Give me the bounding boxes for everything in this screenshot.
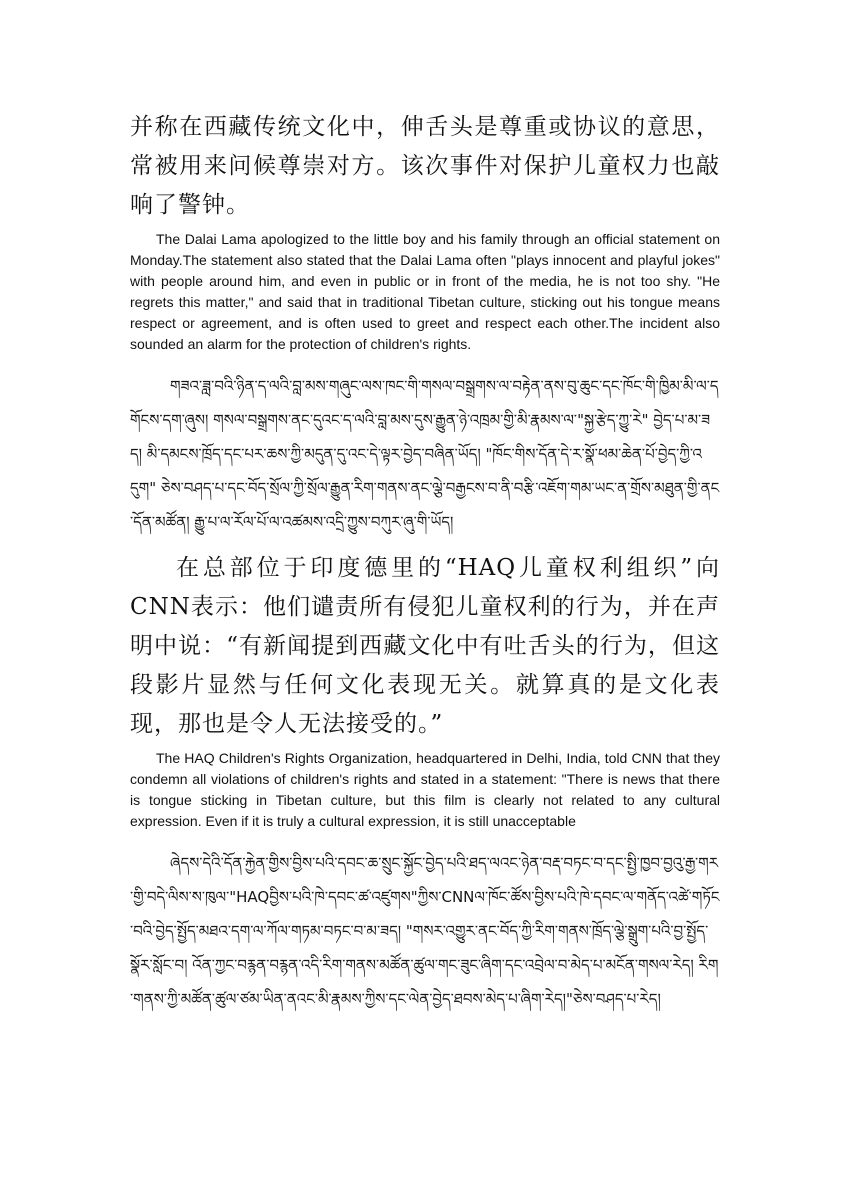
paragraph-tibetan-1: གཟའ་ཟླ་བའི་ཉིན་ད་ལའི་བླ་མས་གཞུང་ལས་ཁང་གི་གསལ་བསྒྲགས་ལ་བརྟེན་ནས་བུ་ཆུང་དང་ཁོང་གི་ཁྱིམ་མི་ལ་དགོངས་དག་ཞུས། གསལ་བསྒྲགས་ནང་དུའང་ད་ལའི་བླ་མས་དུས་རྒྱུན་ཉེ་འཁྲམ་གྱི་མི་རྣམས་ལ་"སྐྱ་རྩེད་ཀྱུ་རེ" བྱེད་པ་མ་ཟད། མི་དམངས་ཁྲོད་དང་པར་ཆས་ཀྱི་མདུན་དུ་འང་དེ་ལྟར་བྱེད་བཞིན་ཡོད། "ཁོང་གིས་དོན་དེ་ར་སྣོ་ཕམ་ཆེན་པོ་བྱེད་ཀྱི་འདུག" ཅེས་བཤད་པ་དང་བོད་སྲོལ་ཀྱི་སྲོལ་རྒྱུན་རིག་གནས་ནང་ལྕེ་བརྒྱངས་བ་ནི་བརྩི་འཇོག་གམ་ཡང་ན་གྲོས་མཐུན་གྱི་ནང་དོན་མཚོན། རྒྱུ་པ་ལ་རོལ་པོ་ལ་འཚམས་འདྲི་ཀྱུས་བཀུར་ཞུ་གི་ཡོད། (130, 377, 720, 531)
document-page (130, 108, 720, 1022)
paragraph-chinese-2: 在总部位于印度德里的“HAQ儿童权利组织”向CNN表示：他们谴责所有侵犯儿童权利的行为，并在声明中说：“有新闻提到西藏文化中有吐舌头的行为，但这段影片显然与任何文化表现无关。就算真的是文化表现，那也是令人无法接受的。” (130, 555, 720, 737)
paragraph-english-1: The Dalai Lama apologized to the little boy and his family through an official statement on Monday.The statement also stated that the Dalai Lama often "plays innocent and playful jokes" with people around him, and even in public or in front of the media, he is not too shy. "He regrets this matter," and said that in traditional Tibetan culture, sticking out his tongue means respect or agreement, and is often used to greet and respect each other.The incident also sounded an alarm for the protection of children's rights. (130, 231, 720, 352)
paragraph-english-2: The HAQ Children's Rights Organization, headquartered in Delhi, India, told CNN that they condemn all violations of children's rights and stated in a statement: "There is news that there is tongue sticking in Tibetan culture, but this film is clearly not related to any cultural expression. Even if it is truly a cultural expression, it is still unacceptable (130, 750, 720, 829)
paragraph-chinese-1: 并称在西藏传统文化中，伸舌头是尊重或协议的意思，常被用来问候尊崇对方。该次事件对保护儿童权力也敲响了警钟。 (130, 114, 720, 218)
paragraph-tibetan-2: ཞེདས་དེའི་དོན་རྐྱེན་གྱིས་བྱིས་པའི་དབང་ཆ་སྲུང་སྐྱོང་བྱེད་པའི་ཐད་ལའང་ཉེན་བརྡ་བཏང་བ་དང་སྤྱི་ཁྱབ་བྱའུ་རྒྱ་གར་གྱི་བདེ་ལིས་ས་ཁུལ་"HAQབྱིས་པའི་ཁེ་དབང་ཚ་འཛུགས"ཀྱིས་CNNལ་ཁོང་ཚོས་བྱིས་པའི་ཁེ་དབང་ལ་གནོད་འཚེ་གཏོང་བའི་བྱེད་སྤྱོད་མཐའ་དག་ལ་ཀོལ་གཏམ་བཏང་བ་མ་ཟད། "གསར་འགྱུར་ནང་བོད་ཀྱི་རིག་གནས་ཁྲོད་ལྕེ་སྒྲུག་པའི་བྱ་སྤྱོད་སྣོར་སློང་བ། འོན་ཀྱང་བརྙན་བརྙན་འདི་རིག་གནས་མཚོན་ཚུལ་གང་ཟུང་ཞིག་དང་འབྲེལ་བ་མེད་པ་མངོན་གསལ་རེད། རིག་གནས་ཀྱི་མཚོན་ཚུལ་ཙམ་ཡིན་ནའང་མི་རྣམས་ཀྱིས་དང་ལེན་བྱེད་ཐབས་མེད་པ་ཞིག་རེད།"ཅེས་བཤད་པ་རེད། (130, 854, 720, 1008)
